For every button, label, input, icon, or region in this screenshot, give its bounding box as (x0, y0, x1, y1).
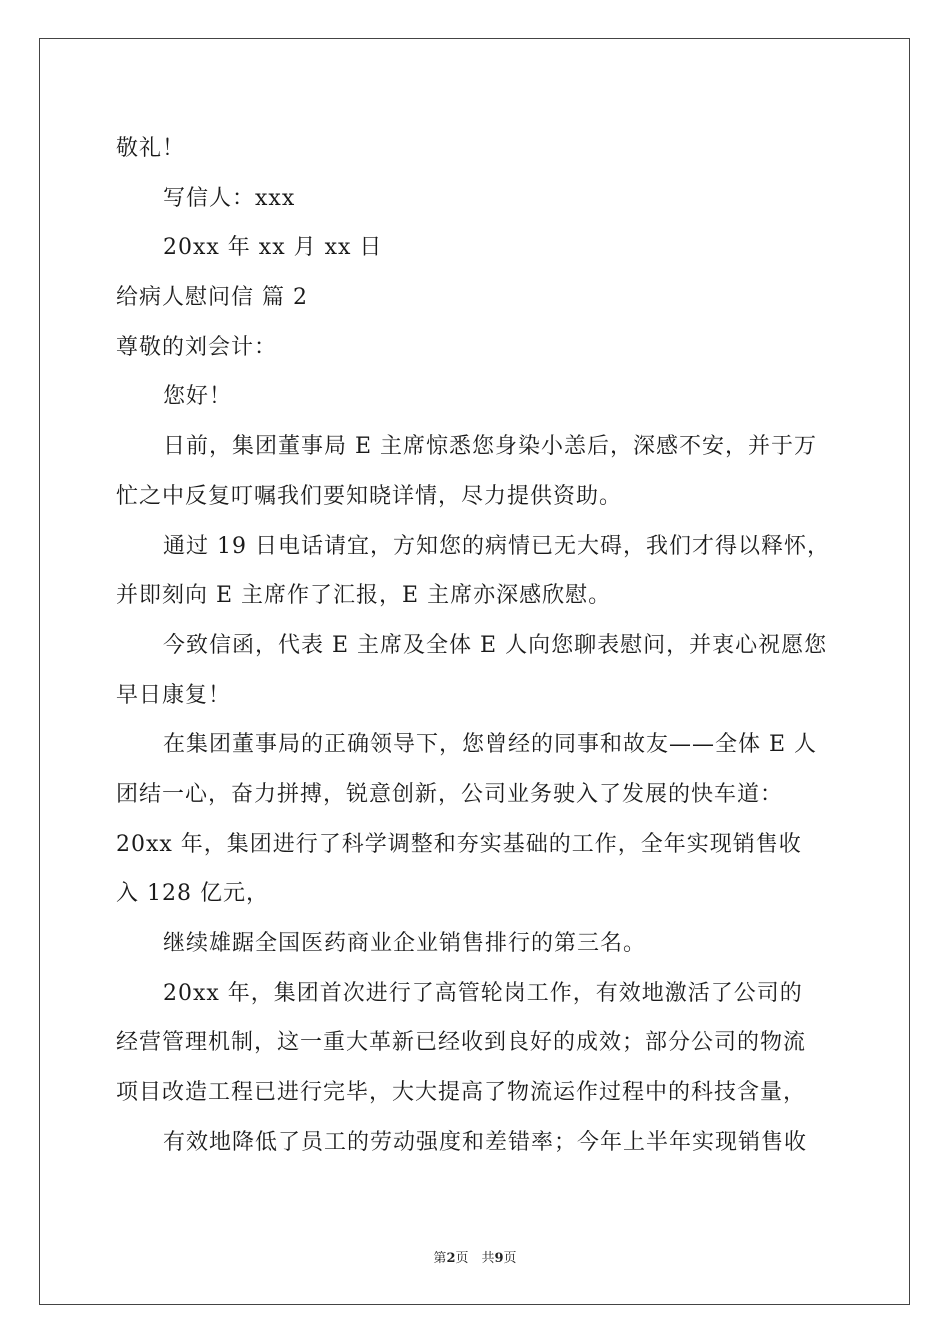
text-line: 20xx 年，集团首次进行了高管轮岗工作，有效地激活了公司的 (163, 980, 803, 1006)
text-line: 敬礼！ (116, 136, 186, 161)
text-line: 尊敬的刘会计： (116, 334, 278, 360)
text-line: 20xx 年 xx 月 xx 日 (163, 235, 383, 261)
text-line: 继续雄踞全国医药商业企业销售排行的第三名。 (163, 931, 647, 956)
text-line: 写信人：xxx (163, 185, 296, 211)
footer-suffix: 页 (503, 1251, 517, 1266)
text-line: 经营管理机制，这一重大革新已经收到良好的成效；部分公司的物流 (116, 1030, 807, 1056)
footer-mid: 页 共 (455, 1251, 495, 1266)
current-page-number: 2 (446, 1251, 456, 1266)
text-line: 通过 19 日电话请宜，方知您的病情已无大碍，我们才得以释怀， (163, 533, 830, 559)
text-line: 20xx 年，集团进行了科学调整和夯实基础的工作，全年实现销售收 (116, 831, 802, 857)
document-body (116, 124, 840, 1167)
text-line: 入 128 亿元， (116, 881, 269, 907)
total-page-number: 9 (494, 1251, 504, 1266)
text-line: 早日康复！ (116, 682, 232, 708)
text-line: 您好！ (163, 384, 233, 410)
text-line: 日前，集团董事局 E 主席惊悉您身染小恙后，深感不安，并于万 (163, 434, 818, 460)
text-line: 在集团董事局的正确领导下，您曾经的同事和故友——全体 E 人 (163, 732, 818, 758)
text-line: 并即刻向 E 主席作了汇报，E 主席亦深感欣慰。 (116, 583, 612, 609)
text-line: 忙之中反复叮嘱我们要知晓详情，尽力提供资助。 (116, 483, 623, 509)
text-line: 团结一心，奋力拼搏，锐意创新，公司业务驶入了发展的快车道： (116, 781, 784, 807)
text-line: 今致信函，代表 E 主席及全体 E 人向您聊表慰问，并衷心祝愿您 (163, 632, 828, 658)
text-line: 有效地降低了员工的劳动强度和差错率；今年上半年实现销售收 (163, 1129, 808, 1155)
page-footer (0, 1247, 950, 1266)
footer-prefix: 第 (433, 1251, 447, 1266)
text-line: 项目改造工程已进行完毕，大大提高了物流运作过程中的科技含量， (116, 1080, 807, 1106)
text-line: 给病人慰问信 篇 2 (116, 285, 308, 311)
